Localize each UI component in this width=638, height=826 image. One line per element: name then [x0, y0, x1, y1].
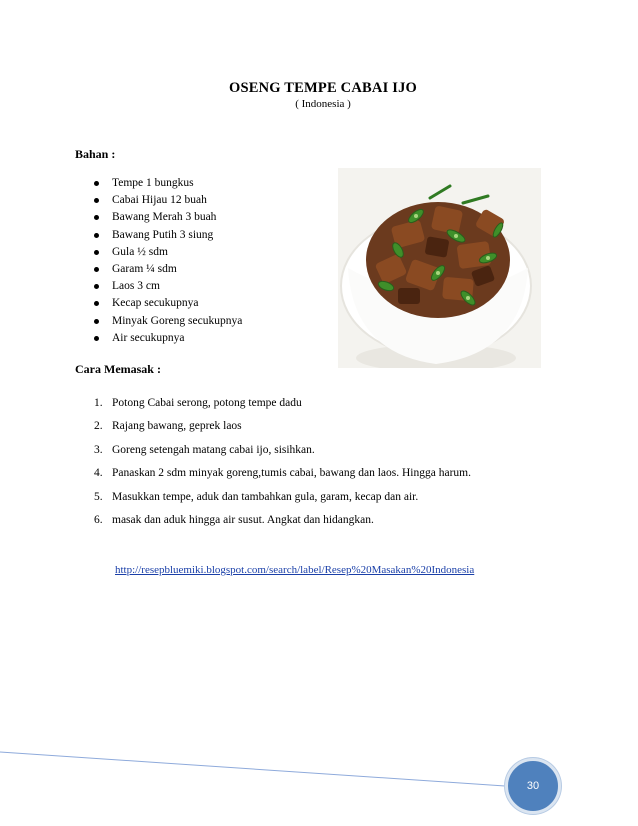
bullet-icon — [94, 198, 99, 203]
ingredients-heading: Bahan : — [75, 147, 116, 161]
page-number-badge — [505, 758, 561, 814]
method-step: 5. Masukkan tempe, aduk dan tambahkan gula, garam, kecap dan air. — [94, 490, 419, 503]
ingredient-item: Air secukupnya — [94, 330, 242, 347]
bullet-icon — [94, 319, 99, 324]
method-steps-list — [94, 392, 471, 532]
ingredient-item: Bawang Merah 3 buah — [94, 209, 242, 226]
method-step: 3. Goreng setengah matang cabai ijo, sisihkan. — [94, 443, 315, 456]
method-step: 4. Panaskan 2 sdm minyak goreng,tumis cabai, bawang dan laos. Hingga harum. — [94, 467, 471, 480]
bullet-icon — [94, 267, 99, 272]
method-step: 1. Potong Cabai serong, potong tempe dadu — [94, 397, 302, 409]
page-number: 30 — [526, 780, 540, 792]
method-heading: Cara Memasak : — [75, 362, 161, 376]
recipe-origin: ( Indonesia ) — [295, 98, 351, 110]
ingredient-item: Bawang Putih 3 siung — [94, 227, 242, 244]
ingredients-list — [94, 175, 242, 347]
recipe-title: OSENG TEMPE CABAI IJO — [228, 80, 418, 96]
ingredient-item: Kecap secukupnya — [94, 295, 242, 312]
ingredient-item: Garam ¼ sdm — [94, 261, 242, 278]
source-link[interactable]: http://resepbluemiki.blogspot.com/search/label/Resep%20Masakan%20Indonesia — [115, 564, 475, 576]
ingredient-item: Minyak Goreng secukupnya — [94, 313, 242, 330]
bullet-icon — [94, 233, 99, 238]
method-step: 6. masak dan aduk hingga air susut. Angkat dan hidangkan. — [94, 513, 374, 526]
bullet-icon — [94, 181, 99, 186]
method-step: 2. Rajang bawang, geprek laos — [94, 420, 242, 433]
bullet-icon — [94, 284, 99, 289]
ingredient-item: Tempe 1 bungkus — [94, 175, 242, 192]
bullet-icon — [94, 336, 99, 341]
dish-photo — [338, 168, 541, 368]
ingredient-item: Gula ½ sdm — [94, 244, 242, 261]
bullet-icon — [94, 301, 99, 306]
bullet-icon — [94, 215, 99, 220]
bullet-icon — [94, 250, 99, 255]
ingredient-item: Laos 3 cm — [94, 278, 242, 295]
ingredient-item: Cabai Hijau 12 buah — [94, 192, 242, 209]
